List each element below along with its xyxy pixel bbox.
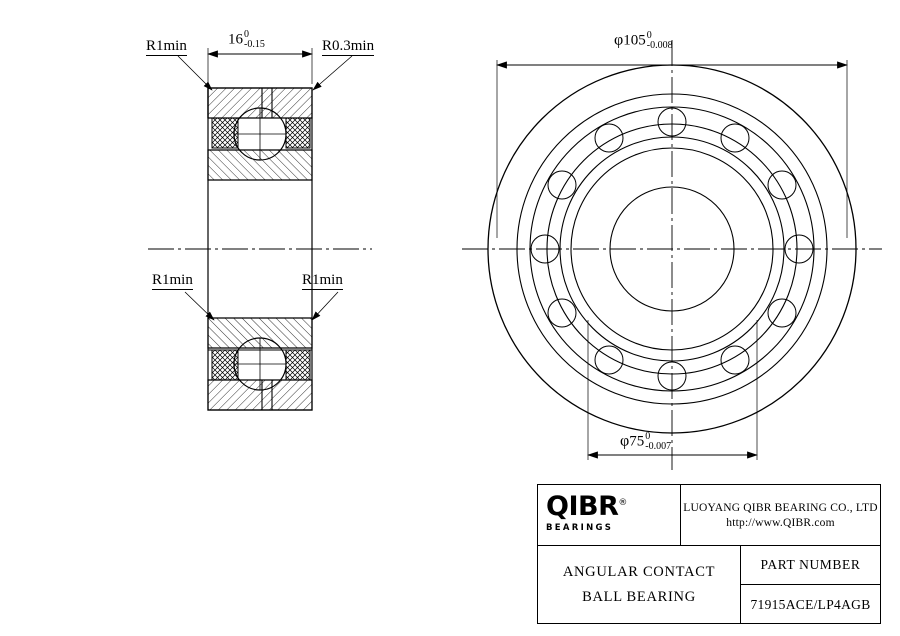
company-info [681, 485, 880, 545]
radius-label-r1min-bottom-left: R1min [152, 272, 193, 288]
right-front-view [462, 40, 882, 470]
radius-label-r1min-bottom-right: R1min [302, 272, 343, 288]
product-name-line2: BALL BEARING [582, 589, 696, 605]
part-number-label: PART NUMBER [741, 546, 880, 585]
radius-label-r03min-top-right: R0.3min [322, 38, 375, 54]
title-block [537, 484, 881, 624]
width-dimension-label: 16 0 -0.15 [228, 29, 265, 51]
brand-logo: QIBR® BEARINGS [538, 485, 681, 545]
inner-diameter-label: φ75 0 -0.007 [620, 431, 672, 453]
width-dimension [208, 48, 312, 84]
company-website[interactable]: http://www.QIBR.com [726, 516, 835, 529]
part-number-value: 71915ACE/LP4AGB [750, 596, 871, 612]
left-section-view [148, 88, 372, 410]
product-name [538, 546, 741, 624]
radius-label-r1min-top-left: R1min [146, 38, 187, 54]
company-name: LUOYANG QIBR BEARING CO., LTD [683, 501, 878, 514]
outer-diameter-label: φ105 0 -0.008 [614, 30, 673, 52]
product-name-line1: ANGULAR CONTACT [562, 564, 716, 580]
